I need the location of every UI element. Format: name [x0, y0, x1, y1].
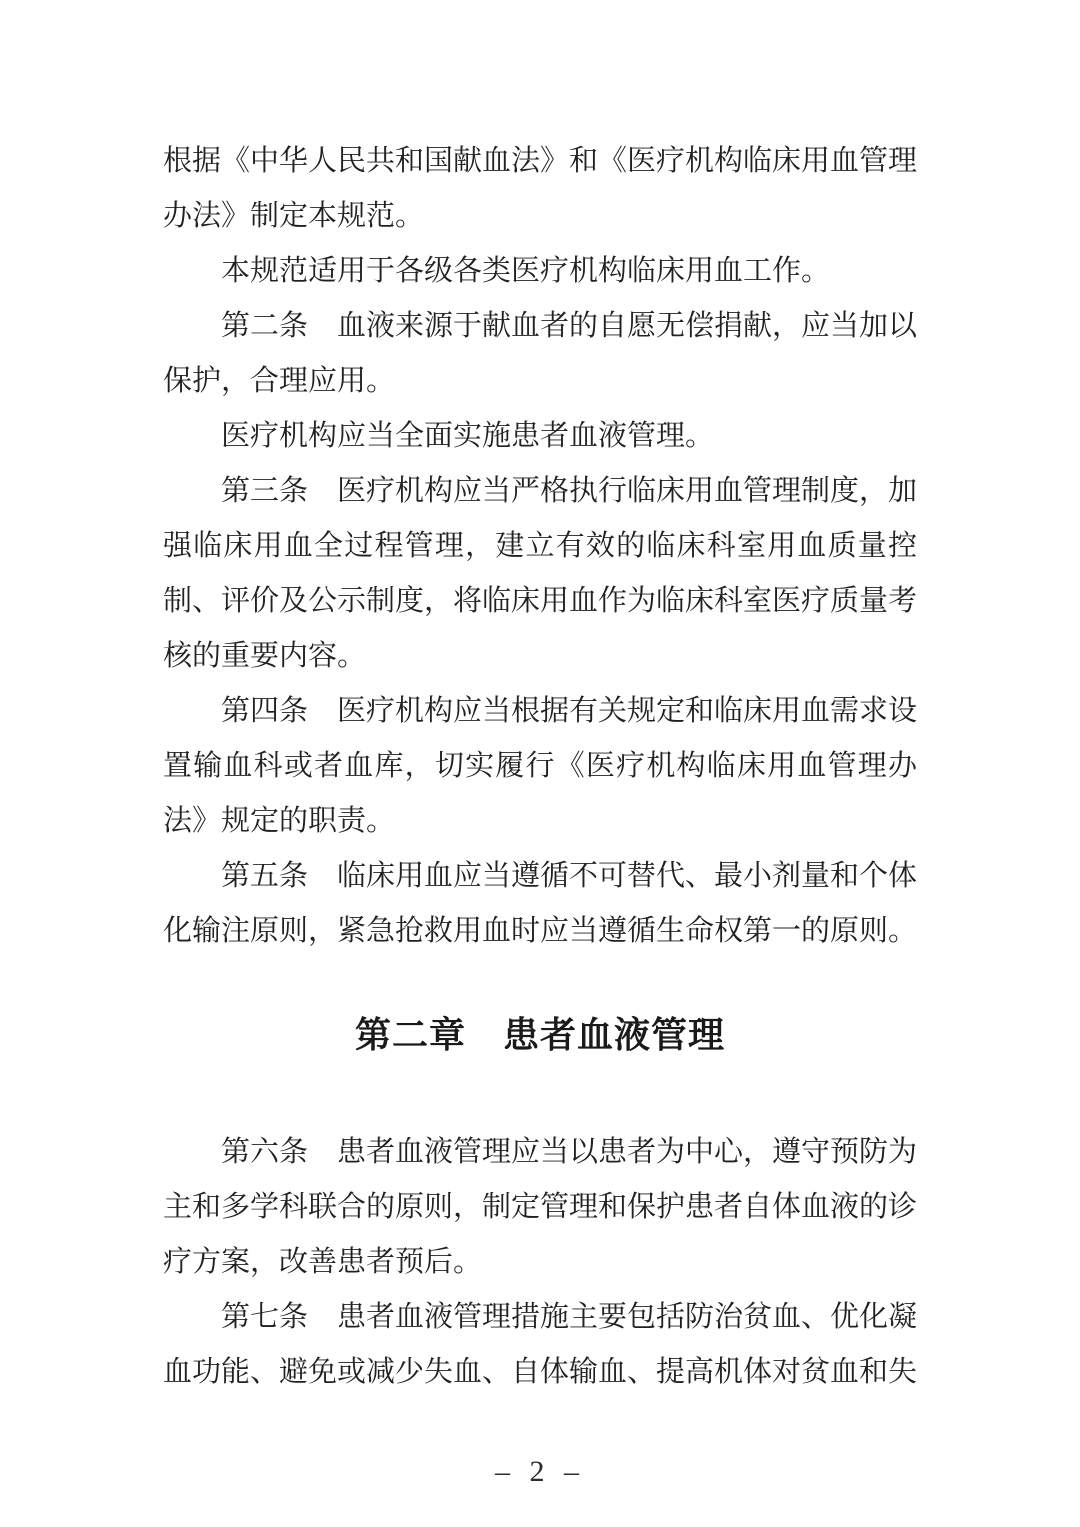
paragraph-article-3: 第三条 医疗机构应当严格执行临床用血管理制度，加强临床用血全过程管理，建立有效的临床科室用血质量控制、评价及公示制度，将临床用血作为临床科室医疗质量考核的重要内容。 [163, 475, 918, 672]
paragraph-article-6: 第六条 患者血液管理应当以患者为中心，遵守预防为主和多学科联合的原则，制定管理和保护患者自体血液的诊疗方案，改善患者预后。 [163, 1136, 918, 1278]
page-number: – 2 – [495, 1455, 585, 1488]
paragraph-article-4: 第四条 医疗机构应当根据有关规定和临床用血需求设置输血科或者血库，切实履行《医疗机构临床用血管理办法》规定的职责。 [163, 695, 918, 837]
page-footer [0, 1452, 1080, 1492]
paragraph-article-5: 第五条 临床用血应当遵循不可替代、最小剂量和个体化输注原则，紧急抢救用血时应当遵循生命权第一的原则。 [163, 860, 918, 947]
paragraph-continuation: 根据《中华人民共和国献血法》和《医疗机构临床用血管理办法》制定本规范。 [163, 145, 918, 232]
chapter-heading: 第二章 患者血液管理 [354, 1014, 725, 1055]
paragraph-article-2: 第二条 血液来源于献血者的自愿无偿捐献，应当加以保护，合理应用。 [163, 310, 918, 397]
paragraph-article-7: 第七条 患者血液管理措施主要包括防治贫血、优化凝血功能、避免或减少失血、自体输血、提高机体对贫血和失 [163, 1301, 918, 1388]
paragraph: 本规范适用于各级各类医疗机构临床用血工作。 [221, 255, 831, 287]
document-body [163, 134, 917, 1400]
paragraph: 医疗机构应当全面实施患者血液管理。 [221, 420, 715, 452]
